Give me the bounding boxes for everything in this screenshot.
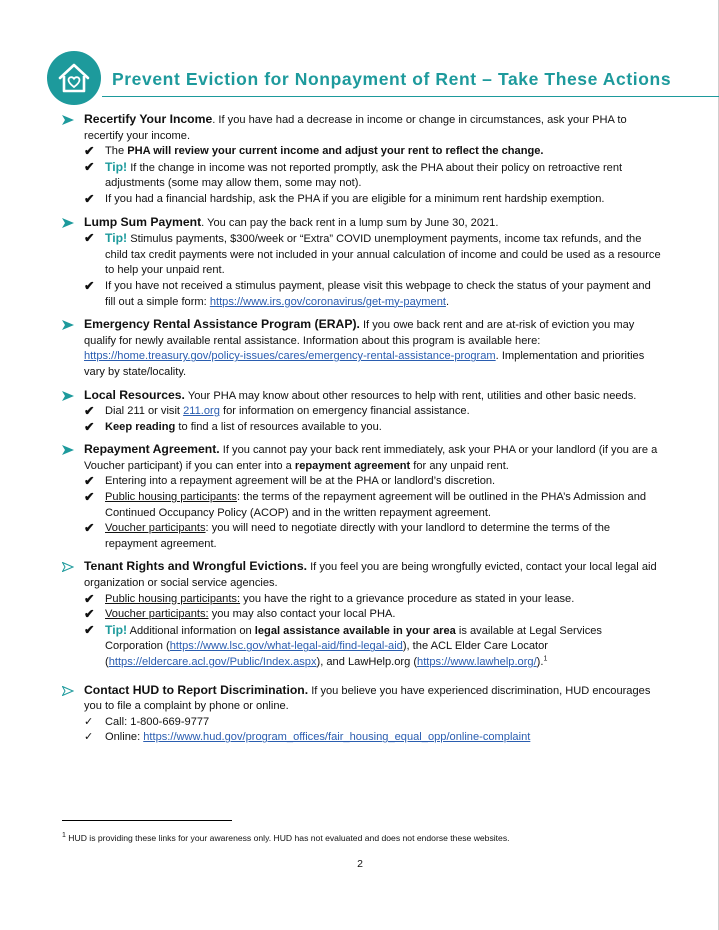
list-item: ✔ Public housing participants: you have the right to a grievance procedure as stated in your lease.: [84, 591, 575, 606]
list-item: ✔ Voucher participants: you will need to negotiate directly with your landlord to determine the terms of the repayment agreement.: [84, 521, 611, 550]
section-title: Recertify Your Income: [84, 112, 213, 126]
list-item: ✔ Tip! Stimulus payments, $300/week or “Extra” COVID unemployment payments, income tax refunds, and the child tax credit payments were not included in your annual calculation of income and could be used as a resource to help your unpaid rent.: [84, 231, 661, 277]
section-intro: . If you have had a decrease in income or change in circumstances, ask your PHA to recertify your income.: [84, 114, 627, 142]
hud-complaint-link[interactable]: https://www.hud.gov/program_offices/fair_housing_equal_opp/online-complaint: [143, 731, 531, 744]
section-recertify: [62, 112, 662, 208]
footnote-separator: [62, 820, 232, 821]
list-item: ✔ Entering into a repayment agreement will be at the PHA or landlord’s discretion.: [84, 474, 496, 489]
checkmark-icon: ✓: [84, 715, 94, 728]
checkmark-icon: ✔: [84, 474, 95, 489]
footnote: $^1$ HUD is providing these links for your awareness only. HUD has not evaluated and does not endorse these websites.: [62, 832, 510, 843]
eldercare-link[interactable]: https://eldercare.acl.gov/Public/Index.aspx: [108, 656, 317, 668]
arrow-right-icon: [62, 442, 84, 458]
checkmark-icon: ✔: [84, 159, 95, 174]
section-tenant-rights: Tenant Rights and Wrongful Evictions. If you feel you are being wrongfully evicted, contact your local legal aid organization or social service agencies. ✔ Public housing participants: you have the right to a grievance procedure as stated in your lease. ✔ Voucher participants: you may also contact your local PHA. ✔ Tip! Additional information on legal assistance available in your area is available at Legal Services Corporation (https://www.lsc.gov/what-legal-aid/find-legal-aid), the ACL Elder Care Locator (https://eldercare.acl.gov/Public/Index.aspx), and LawHelp.org (https://www.lawhelp.org/).$^1$: [62, 559, 662, 670]
list-item: ✔ The PHA will review your current income and adjust your rent to reflect the change.: [84, 144, 544, 159]
list-item: ✔ Tip! If the change in income was not reported promptly, ask the PHA about their policy on retroactive rent adjustments (some may allow them, some may not).: [84, 159, 623, 190]
section-title: Local Resources.: [84, 387, 185, 402]
checkmark-icon: ✔: [84, 419, 95, 434]
tip-label: Tip!: [105, 231, 128, 246]
list-item: ✓ Online: https://www.hud.gov/program_offices/fair_housing_equal_opp/online-complaint: [84, 730, 662, 746]
checkmark-icon: ✔: [84, 591, 95, 606]
footnote-ref: 1: [543, 655, 548, 663]
title-underline: [102, 96, 719, 97]
list-item: ✔ Dial 211 or visit 211.org for information on emergency financial assistance.: [84, 404, 470, 419]
tip-label: Tip!: [105, 159, 128, 174]
section-title: Lump Sum Payment: [84, 214, 202, 229]
section-title: Tenant Rights and Wrongful Evictions.: [84, 559, 307, 574]
lawhelp-link[interactable]: https://www.lawhelp.org/: [417, 656, 537, 668]
section-hud: Contact HUD to Report Discrimination. If you believe you have experienced discrimination, HUD encourages you to file a complaint by phone or online. ✓ Call: 1-800-669-9777 ✓ Online: https://www.hud.gov/program_offices/fair_housing_equal_opp/online-complaint: [62, 683, 662, 746]
irs-payment-link[interactable]: https://www.irs.gov/coronavirus/get-my-payment: [209, 295, 446, 308]
arrow-right-icon: [62, 112, 84, 128]
page-number: 2: [357, 858, 363, 870]
tip-label: Tip!: [105, 622, 128, 637]
arrow-right-icon: [62, 559, 84, 575]
list-item: ✔ Public housing participants: the terms of the repayment agreement will be outlined in the PHA’s Admission and Continued Occupancy Policy (ACOP) and in the written repayment agreement.: [84, 490, 647, 519]
checkmark-icon: ✔: [84, 622, 95, 637]
section-intro: . You can pay the back rent in a lump sum by June 30, 2021.: [201, 216, 499, 229]
list-item: ✔ Tip! Additional information on legal assistance available in your area is available at Legal Services Corporation (https://www.lsc.gov/what-legal-aid/find-legal-aid), the ACL Elder Care Locator (https://eldercare.acl.gov/Public/Index.aspx), and LawHelp.org (https://www.lawhelp.org/).$^1$: [84, 622, 602, 668]
list-item: ✔ Voucher participants: you may also contact your local PHA.: [84, 607, 396, 622]
list-item: ✓ Call: 1-800-669-9777: [84, 715, 662, 731]
checkmark-icon: ✓: [84, 731, 94, 744]
house-heart-icon: [46, 50, 102, 106]
arrow-right-icon: [62, 317, 84, 333]
lsc-link[interactable]: https://www.lsc.gov/what-legal-aid/find-legal-aid: [169, 640, 403, 653]
list-item: ✔ If you had a financial hardship, ask the PHA if you are eligible for a minimum rent hardship exemption.: [84, 191, 605, 206]
checkmark-icon: ✔: [84, 607, 95, 622]
211-link[interactable]: 211.org: [183, 405, 220, 418]
section-erap: Emergency Rental Assistance Program (ERAP). If you owe back rent and are at-risk of eviction you may qualify for newly available rental assistance. Information about this program is available here: https://home.treasury.gov/policy-issues/cares/emergency-rental-assistance-program. Implementation and priorities vary by state/locality.: [62, 317, 662, 380]
section-title: Contact HUD to Report Discrimination.: [84, 682, 309, 697]
section-repayment: Repayment Agreement. If you cannot pay your back rent immediately, ask your PHA or your landlord (if you are a Voucher participant) if you can enter into a repayment agreement for any unpaid rent. ✔ Entering into a repayment agreement will be at the PHA or landlord’s discretion. ✔ Public housing participants: the terms of the repayment agreement will be outlined in the PHA’s Admission and Continued Occupancy Policy (ACOP) and in the written repayment agreement. ✔ Voucher participants: you will need to negotiate directly with your landlord to determine the terms of the repayment agreement.: [62, 442, 662, 552]
checkmark-icon: ✔: [84, 278, 95, 293]
section-title: Emergency Rental Assistance Program (ERAP).: [84, 317, 360, 332]
checkmark-icon: ✔: [84, 231, 95, 246]
page-title: Prevent Eviction for Nonpayment of Rent – Take These Actions: [112, 69, 672, 89]
arrow-right-icon: [62, 215, 84, 231]
section-local-resources: Local Resources. Your PHA may know about other resources to help with rent, utilities and other basic needs. ✔ Dial 211 or visit 211.org for information on emergency financial assistance. ✔ Keep reading to find a list of resources available to you.: [62, 388, 662, 436]
checkmark-icon: ✔: [84, 490, 95, 505]
section-lump-sum: [62, 215, 662, 311]
checkmark-icon: ✔: [84, 191, 95, 206]
list-item: ✔ If you have not received a stimulus payment, please visit this webpage to check the status of your payment and fill out a simple form: https://www.irs.gov/coronavirus/get-my-payment.: [84, 278, 651, 308]
section-title: Repayment Agreement.: [84, 442, 220, 457]
header: [46, 50, 686, 106]
checkmark-icon: ✔: [84, 144, 95, 159]
arrow-right-icon: [62, 388, 84, 404]
checkmark-icon: ✔: [84, 521, 95, 536]
checkmark-icon: ✔: [84, 404, 95, 419]
treasury-erap-link[interactable]: https://home.treasury.gov/policy-issues/cares/emergency-rental-assistance-program: [84, 350, 496, 363]
arrow-right-icon: [62, 683, 84, 699]
main-content: [62, 112, 662, 753]
list-item: ✔ Keep reading to find a list of resources available to you.: [84, 419, 382, 434]
